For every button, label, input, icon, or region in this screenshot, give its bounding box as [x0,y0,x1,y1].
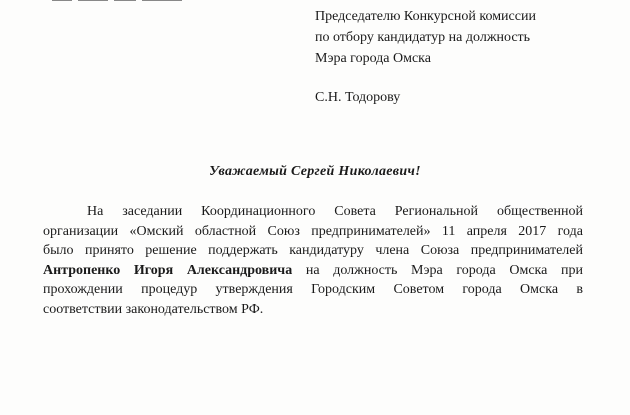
candidate-name: Антропенко Игоря Александровича [43,262,293,278]
body-row-4-rest: на должность Мэра города Омска при [292,262,583,278]
body-row-5: прохождении процедур утверждения Городским Советом города Омска в [43,282,583,297]
cropped-text-marks [52,0,202,1]
addressee-line-3: Мэра города Омска [315,51,431,66]
addressee-line-1: Председателю Конкурсной комиссии [315,9,536,24]
salutation: Уважаемый Сергей Николаевич! [209,164,421,179]
body-row-1: На заседании Координационного Совета Региональной общественной [87,204,583,219]
body-row-3: было принято решение поддержать кандидатуру члена Союза предпринимателей [43,243,583,258]
addressee-block [315,6,536,69]
recipient-name: С.Н. Тодорову [315,90,401,105]
body-row-6: соответствии законодательством РФ. [43,301,264,317]
letter-body [43,202,583,319]
cropped-header-fragment [52,0,202,1]
addressee-line-2: по отбору кандидатур на должность [315,30,531,45]
body-row-2: организации «Омский областной Союз предпринимателей» 11 апреля 2017 года [43,223,583,239]
body-row-4 [43,261,583,281]
